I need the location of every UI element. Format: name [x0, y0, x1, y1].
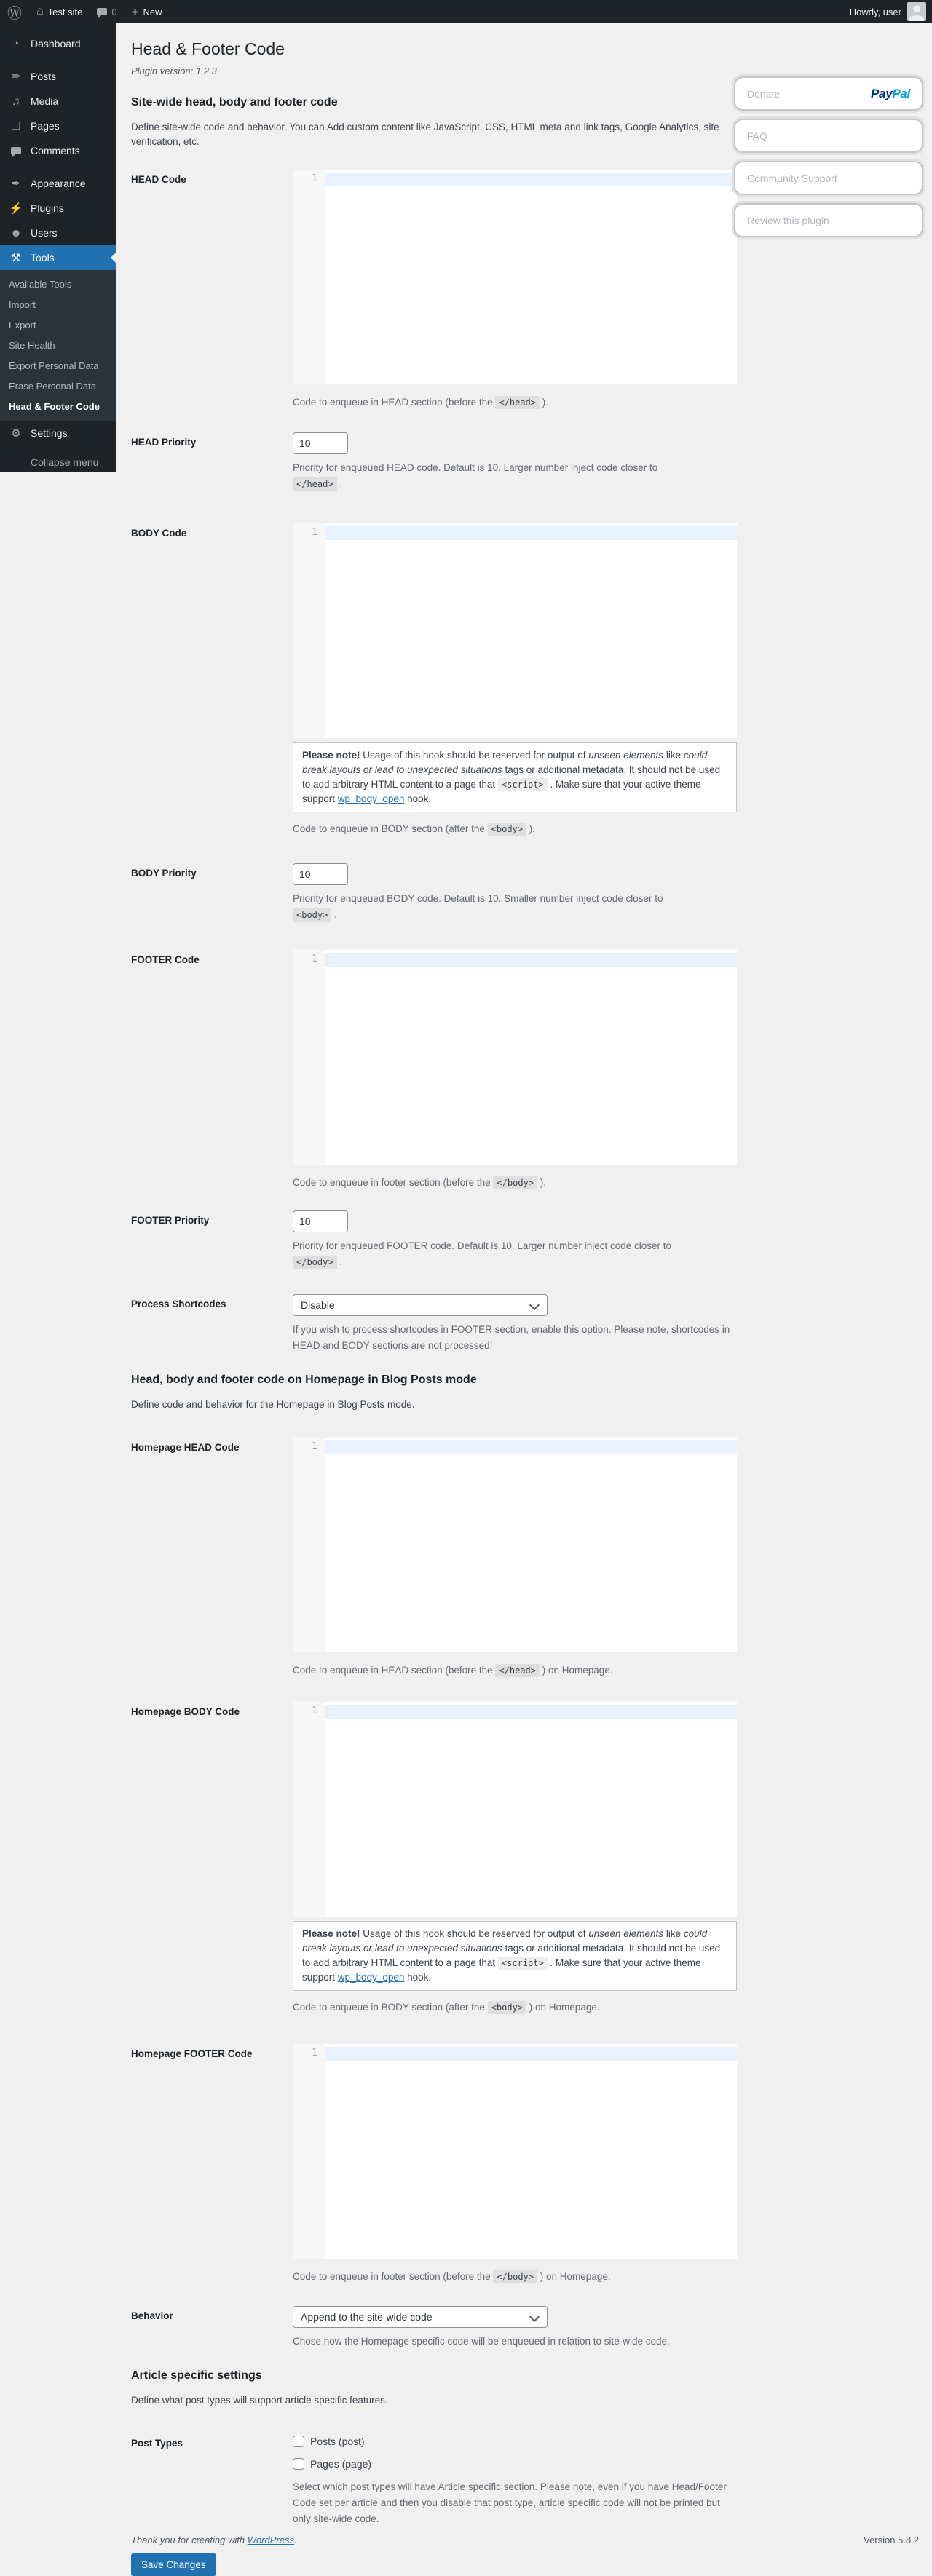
body-priority-row: [131, 863, 737, 923]
homepage-head-code-editor[interactable]: [293, 1438, 737, 1652]
post-type-pages-option: [293, 2456, 737, 2472]
body-priority-description: Priority for enqueued BODY code. Default is 10. Smaller number inject code closer to <body> .: [293, 893, 663, 920]
field-label: Homepage BODY Code: [131, 1706, 240, 1717]
code-tag: </body>: [493, 2270, 537, 2283]
head-code-editor[interactable]: [293, 170, 737, 384]
sidebar-item-settings[interactable]: [0, 421, 116, 445]
footer-code-description: Code to enqueue in footer section (before the </body> ).: [293, 1177, 547, 1188]
editor-gutter: 1: [293, 1438, 325, 1652]
sidebar-item-label: Media: [31, 95, 59, 107]
code-tag: </body>: [293, 1256, 337, 1269]
code-tag: <script>: [498, 1957, 548, 1970]
submenu-item-export[interactable]: Export: [9, 320, 36, 330]
sidebar-item-label: Appearance: [31, 178, 86, 189]
homepage-footer-code-editor[interactable]: [293, 2044, 737, 2259]
homepage-footer-code-row: [131, 2044, 737, 2285]
post-types-description: Select which post types will have Article specific section. Please note, even if you have Head/Footer Code set per article and then you disable that post type, article specific code will not be printed but only site-wide code.: [293, 2481, 727, 2524]
editor-gutter: 1: [293, 170, 325, 384]
sidebar-item-label: Comments: [31, 145, 80, 156]
pages-checkbox[interactable]: [293, 2458, 304, 2470]
wp-logo-menu[interactable]: [0, 0, 29, 23]
selected-value: Disable: [301, 1299, 335, 1311]
wp-body-open-link[interactable]: wp_body_open: [337, 793, 405, 804]
site-name-link[interactable]: [29, 0, 90, 23]
plugin-version: Plugin version: 1.2.3: [131, 66, 217, 76]
admin-bar: [0, 0, 932, 23]
faq-button[interactable]: [734, 119, 923, 153]
faq-label: FAQ: [747, 130, 768, 142]
sidebar-item-tools[interactable]: [0, 245, 116, 270]
wp-body-open-link[interactable]: wp_body_open: [337, 1972, 405, 1983]
gear-icon: ⚙: [11, 427, 21, 440]
field-label: FOOTER Code: [131, 954, 200, 965]
sitewide-section-intro: Define site-wide code and behavior. You can Add custom content like JavaScript, CSS, HTML meta and link tags, Google Analytics, site verification, etc.: [131, 122, 719, 147]
please-note-box: Please note! Usage of this hook should be reserved for output of unseen elements like could break layouts or lead to unexpected situations tags or additional metadata. It should not be used to add arbitrary HTML content to a page that <script> . Make sure that your active theme support wp_body_open hook.: [293, 742, 737, 812]
body-code-editor[interactable]: [293, 523, 737, 738]
post-type-posts-option: [293, 2433, 737, 2449]
home-icon: ⌂: [36, 5, 44, 17]
sidebar-item-posts[interactable]: [0, 64, 116, 89]
howdy-user-link[interactable]: Howdy, user: [849, 6, 901, 17]
posts-checkbox-label: Posts (post): [310, 2436, 365, 2447]
process-shortcodes-select[interactable]: [293, 1294, 548, 1316]
footer-code-row: [131, 950, 737, 1191]
body-code-description: Code to enqueue in BODY section (after the <body> ).: [293, 823, 536, 834]
sidebar-item-plugins[interactable]: [0, 196, 116, 221]
wordpress-logo-icon: Ⓦ: [7, 5, 22, 22]
wrench-icon: ⚒: [11, 251, 21, 264]
sidebar-item-pages[interactable]: [0, 114, 116, 138]
field-label: Post Types: [131, 2438, 183, 2449]
code-tag: <body>: [293, 908, 331, 922]
user-avatar[interactable]: [907, 2, 926, 21]
submenu-item-available-tools[interactable]: Available Tools: [9, 279, 72, 290]
sidebar-item-media[interactable]: [0, 89, 116, 114]
wordpress-link[interactable]: WordPress: [247, 2535, 294, 2545]
editor-gutter: 1: [293, 1702, 325, 1917]
head-priority-row: [131, 432, 737, 492]
brush-icon: ✒: [11, 177, 21, 190]
homepage-section-intro: Define code and behavior for the Homepage in Blog Posts mode.: [131, 1399, 415, 1410]
submenu-item-site-health[interactable]: Site Health: [9, 340, 55, 351]
comments-link[interactable]: [90, 0, 124, 23]
footer-version: Version 5.8.2: [864, 2535, 919, 2545]
process-shortcodes-row: [131, 1294, 737, 1354]
homepage-head-description: Code to enqueue in HEAD section (before the </head> ) on Homepage.: [293, 1665, 613, 1676]
menu-separator: [0, 56, 116, 64]
new-label: New: [143, 6, 162, 17]
site-name-label: Test site: [47, 6, 83, 17]
code-tag: </head>: [293, 477, 337, 491]
sidebar-item-users[interactable]: [0, 221, 116, 245]
sidebar-item-label: Plugins: [31, 202, 64, 214]
review-plugin-label: Review this plugin: [747, 214, 829, 226]
paypal-logo: PayPal: [871, 86, 910, 100]
behavior-description: Chose how the Homepage specific code will be enqueued in relation to site-wide code.: [293, 2336, 670, 2347]
field-label: HEAD Priority: [131, 437, 197, 448]
homepage-head-code-row: [131, 1438, 737, 1679]
selected-value: Append to the site-wide code: [301, 2311, 433, 2323]
admin-footer: [131, 2535, 919, 2545]
tools-submenu: [0, 270, 116, 421]
admin-sidebar: [0, 23, 116, 472]
head-code-row: [131, 170, 737, 411]
homepage-body-code-row: [131, 1702, 737, 2016]
sidebar-item-label: Settings: [31, 427, 68, 439]
please-note-box: Please note! Usage of this hook should be reserved for output of unseen elements like could break layouts or lead to unexpected situations tags or additional metadata. It should not be used to add arbitrary HTML content to a page that <script> . Make sure that your active theme support wp_body_open hook.: [293, 1921, 737, 1991]
users-icon: ☻: [10, 226, 22, 239]
pin-icon: ✏: [11, 70, 21, 83]
plus-icon: +: [131, 4, 139, 19]
field-label: Process Shortcodes: [131, 1299, 226, 1309]
behavior-row: [131, 2306, 737, 2350]
footer-code-editor[interactable]: [293, 950, 737, 1165]
process-shortcodes-description: If you wish to process shortcodes in FOOTER section, enable this option. Please note, shortcodes in HEAD and BODY sections are not processed!: [293, 1324, 730, 1351]
sidebar-item-label: Tools: [31, 252, 55, 263]
sitewide-section-heading: Site-wide head, body and footer code: [131, 96, 338, 108]
field-label: Homepage HEAD Code: [131, 1442, 240, 1453]
sidebar-item-label: Posts: [31, 71, 57, 82]
field-label: Homepage FOOTER Code: [131, 2048, 253, 2059]
field-label: Behavior: [131, 2310, 173, 2321]
code-tag: <body>: [488, 2001, 526, 2014]
footer-priority-description: Priority for enqueued FOOTER code. Default is 10. Larger number inject code closer to </body> .: [293, 1240, 672, 1267]
homepage-section-heading: Head, body and footer code on Homepage in Blog Posts mode: [131, 1374, 477, 1386]
code-tag: <body>: [488, 823, 526, 836]
new-content-link[interactable]: [125, 0, 170, 23]
submenu-item-export-personal-data[interactable]: Export Personal Data: [9, 360, 99, 371]
body-code-row: [131, 523, 737, 837]
behavior-select[interactable]: [293, 2306, 548, 2328]
homepage-body-description: Code to enqueue in BODY section (after the <body> ) on Homepage.: [293, 2002, 600, 2013]
editor-gutter: 1: [293, 2044, 325, 2259]
save-changes-button[interactable]: Save Changes: [131, 2553, 216, 2576]
footer-priority-row: [131, 1210, 737, 1270]
comments-icon: [9, 146, 23, 156]
homepage-footer-description: Code to enqueue in footer section (before the </body> ) on Homepage.: [293, 2271, 611, 2282]
community-support-label: Community Support: [747, 172, 837, 184]
pages-icon: ❏: [11, 119, 21, 132]
homepage-body-code-editor[interactable]: [293, 1702, 737, 1917]
sidebar-item-appearance[interactable]: [0, 171, 116, 196]
review-plugin-button[interactable]: [734, 203, 923, 237]
posts-checkbox[interactable]: [293, 2436, 304, 2447]
donate-paypal-button[interactable]: [734, 76, 923, 111]
article-section-intro: Define what post types will support article specific features.: [131, 2395, 388, 2406]
head-priority-description: Priority for enqueued HEAD code. Default is 10. Larger number inject code closer to </head> .: [293, 462, 658, 489]
collapse-menu-button[interactable]: [0, 450, 116, 475]
collapse-menu-label: Collapse menu: [31, 456, 99, 468]
code-tag: </body>: [493, 1176, 537, 1189]
sidebar-item-comments[interactable]: [0, 138, 116, 163]
footer-thanks: Thank you for creating with WordPress.: [131, 2535, 297, 2545]
pages-checkbox-label: Pages (page): [310, 2458, 372, 2470]
submenu-item-head-footer-code[interactable]: Head & Footer Code: [9, 401, 100, 412]
dashboard-icon: ◔: [12, 37, 20, 50]
sidebar-item-label: Users: [31, 227, 58, 239]
head-priority-input[interactable]: [293, 432, 348, 454]
community-support-button[interactable]: [734, 161, 923, 195]
field-label: FOOTER Priority: [131, 1215, 210, 1226]
donate-label: Donate: [747, 87, 781, 100]
plugin-links-aside: [734, 76, 923, 245]
field-label: HEAD Code: [131, 174, 186, 185]
article-section-heading: Article specific settings: [131, 2369, 262, 2382]
media-icon: ♫: [12, 95, 20, 108]
post-types-row: [131, 2433, 737, 2527]
field-label: BODY Code: [131, 528, 187, 539]
submenu-item-erase-personal-data[interactable]: Erase Personal Data: [9, 381, 96, 392]
menu-separator: [0, 163, 116, 171]
comment-bubble-icon: [97, 8, 107, 15]
field-label: BODY Priority: [131, 868, 197, 879]
sidebar-item-label: Dashboard: [31, 38, 81, 49]
plugin-icon: ⚡: [9, 202, 23, 215]
comments-count: 0: [111, 6, 117, 17]
main-content: [116, 23, 932, 2576]
submenu-item-import[interactable]: Import: [9, 299, 36, 310]
code-tag: <script>: [498, 778, 548, 791]
footer-priority-input[interactable]: [293, 1210, 348, 1232]
editor-gutter: 1: [293, 950, 325, 1165]
sidebar-item-dashboard[interactable]: [0, 31, 116, 56]
editor-gutter: 1: [293, 523, 325, 738]
code-tag: </head>: [495, 396, 540, 409]
body-priority-input[interactable]: [293, 863, 348, 885]
head-code-description: Code to enqueue in HEAD section (before the </head> ).: [293, 397, 549, 408]
sidebar-item-label: Pages: [31, 120, 60, 132]
code-tag: </head>: [495, 1664, 540, 1677]
page-title: Head & Footer Code: [131, 39, 285, 58]
